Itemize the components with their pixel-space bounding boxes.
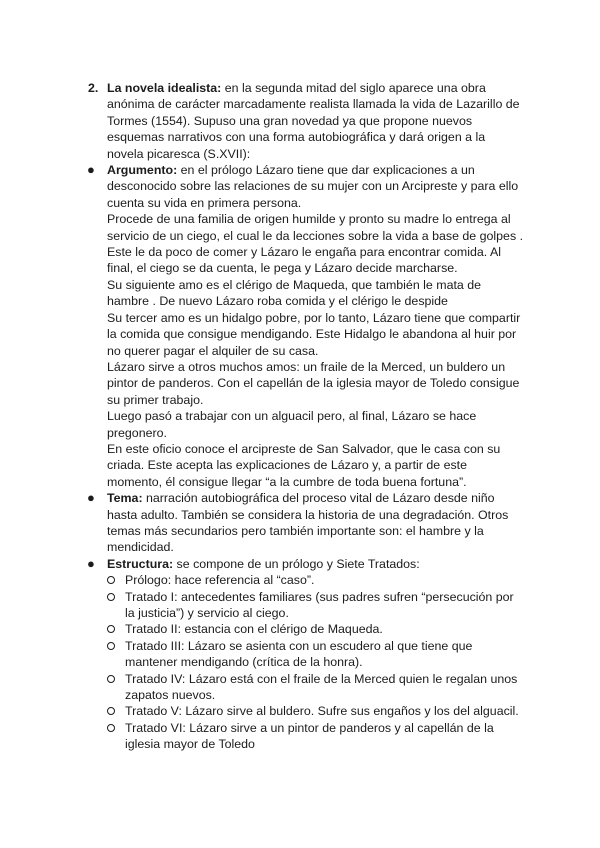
argumento-paragraph: Procede de una familia de origen humilde y pronto su madre lo entrega al servicio de un ciego, el cual le da lecciones sobre la vida a base de golpes . Este le da poco de comer y Lázaro le engaña para encontrar comida. Al final, el ciego se da cuenta, le pega y Lázaro decide marcharse. <box>107 212 524 276</box>
bullet-tema <box>86 490 524 556</box>
section-text: en la segunda mitad del siglo aparece una obra anónima de carácter marcadamente realista llamada la vida de Lazarillo de Tormes (1554). Supuso una gran novedad ya que propone nuevos esquemas narrativos con una forma autobiográfica y dará origen a la novela picaresca (S.XVII): <box>107 81 520 161</box>
list-item: Tratado II: estancia con el clérigo de Maqueda. <box>86 621 524 637</box>
argumento-intro <box>107 162 524 211</box>
bullet-argumento <box>86 162 524 490</box>
argumento-text: en el prólogo Lázaro tiene que dar explicaciones a un desconocido sobre las relaciones de su mujer con un Arcipreste y para ello cuenta su vida en primera persona. <box>107 163 519 210</box>
estructura-text: se compone de un prólogo y Siete Tratados: <box>173 556 420 571</box>
argumento-paragraph: Lázaro sirve a otros muchos amos: un fraile de la Merced, un buldero un pintor de panderos. Con el capellán de la iglesia mayor de Toledo consigue su primer trabajo. <box>107 359 520 407</box>
tema-text: narración autobiográfica del proceso vital de Lázaro desde niño hasta adulto. También se considera la historia de una degradación. Otros temas más secundarios pero también importante son: el hambre y la mendicidad. <box>107 491 509 555</box>
list-item: Tratado I: antecedentes familiares (sus padres sufren “persecución por la justicia”) y servicio al ciego. <box>86 589 524 622</box>
tema-paragraph <box>107 490 524 556</box>
list-item: Tratado III: Lázaro se asienta con un escudero al que tiene que mantener mendigando (crítica de la honra). <box>86 638 524 671</box>
argumento-paragraph: Su tercer amo es un hidalgo pobre, por lo tanto, Lázaro tiene que compartir la comida que consigue mendigando. Este Hidalgo le abandona al huir por no querer pagar el alquiler de su casa. <box>107 310 521 358</box>
argumento-paragraph: Su siguiente amo es el clérigo de Maqueda, que también le mata de hambre . De nuevo Lázaro roba comida y el clérigo le despide <box>107 277 482 309</box>
circle-bullet-icon <box>107 724 115 732</box>
list-item: Tratado IV: Lázaro está con el fraile de la Merced quien le regalan unos zapatos nuevos. <box>86 671 524 704</box>
tema-label: Tema: <box>107 491 143 506</box>
list-item: Prólogo: hace referencia al “caso”. <box>86 572 524 588</box>
circle-bullet-icon <box>107 675 115 683</box>
circle-bullet-icon <box>107 707 115 715</box>
bullet-icon: ● <box>87 162 95 178</box>
circle-bullet-icon <box>107 593 115 601</box>
section-label: La novela idealista: <box>107 81 222 95</box>
argumento-paragraph: Luego pasó a trabajar con un alguacil pero, al final, Lázaro se hace pregonero. <box>107 409 477 440</box>
bullet-icon: ● <box>87 555 95 571</box>
estructura-list <box>86 572 524 752</box>
document-body <box>86 80 524 753</box>
section-number: 2. <box>88 81 99 95</box>
list-item: Tratado VI: Lázaro sirve a un pintor de panderos y al capellán de la iglesia mayor de Toledo <box>86 720 524 753</box>
circle-bullet-icon <box>107 576 115 584</box>
estructura-intro <box>107 556 524 572</box>
list-item: Tratado V: Lázaro sirve al buldero. Sufre sus engaños y los del alguacil. <box>86 703 524 719</box>
bullet-icon: ● <box>87 490 95 506</box>
section-paragraph <box>107 80 524 162</box>
estructura-label: Estructura: <box>107 556 174 571</box>
argumento-label: Argumento: <box>107 163 178 178</box>
circle-bullet-icon <box>107 642 115 650</box>
circle-bullet-icon <box>107 625 115 633</box>
bullet-estructura <box>86 556 524 572</box>
argumento-paragraph: En este oficio conoce el arcipreste de San Salvador, que le casa con su criada. Este acepta las explicaciones de Lázaro y, a partir de este momento, él consigue llegar “a la cumbre de toda buena fortuna”. <box>107 441 501 489</box>
section-novela-idealista <box>86 80 524 162</box>
